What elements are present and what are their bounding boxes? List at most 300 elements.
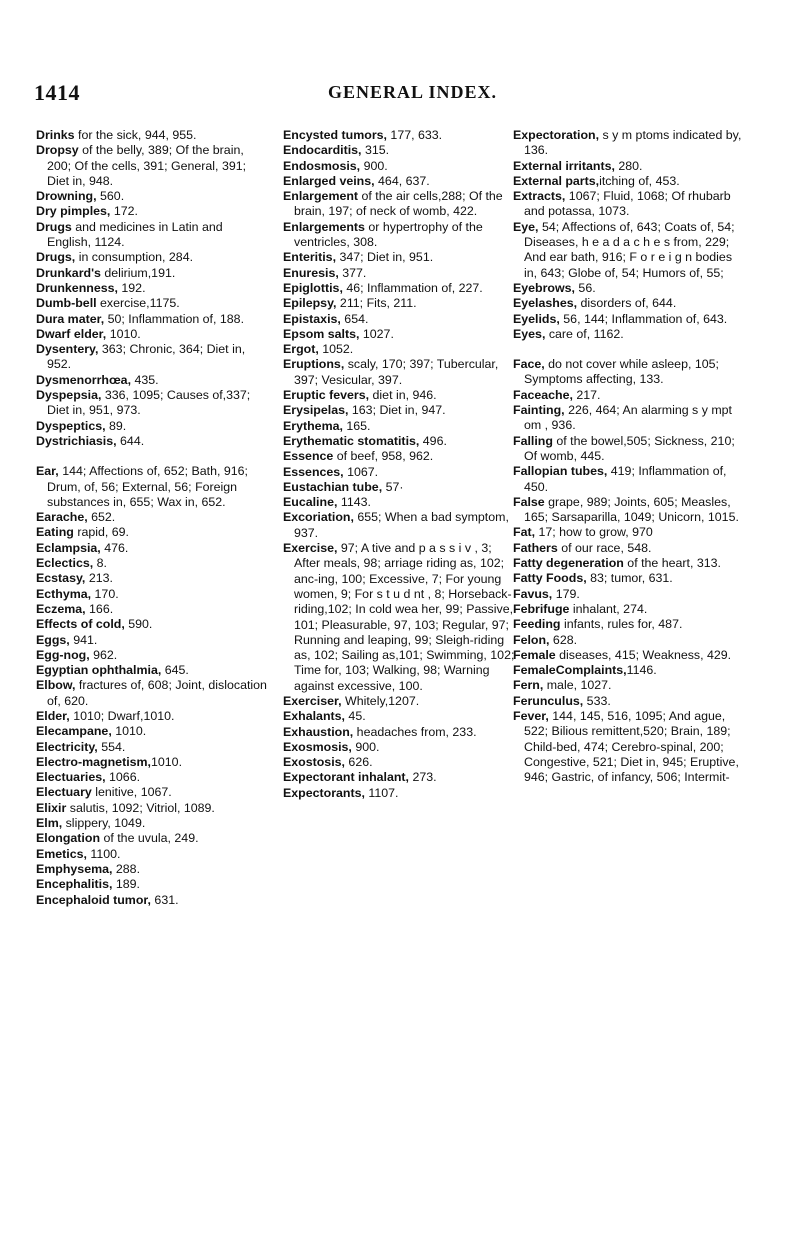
entry-references: diet in, 946. xyxy=(369,388,437,403)
index-entry xyxy=(36,342,268,373)
entry-references: of the bowel,505; Sickness, 210; Of womb, 445. xyxy=(524,433,735,463)
entry-heading: Dropsy xyxy=(36,143,79,158)
entry-references: of the uvula, 249. xyxy=(100,831,199,846)
index-entry xyxy=(36,755,268,770)
entry-references: 144; Affections of, 652; Bath, 916; Drum, of, 56; External, 56; Foreign substances in, 655; Wax in, 652. xyxy=(47,464,248,509)
index-entry xyxy=(36,419,268,434)
index-entry xyxy=(513,663,745,678)
index-entry xyxy=(513,464,745,495)
entry-references: 217. xyxy=(572,387,601,402)
entry-heading: Drugs, xyxy=(36,250,76,265)
entry-references: 590. xyxy=(124,617,153,632)
index-entry xyxy=(513,220,745,281)
index-entry xyxy=(513,556,745,571)
index-entry xyxy=(283,541,515,694)
entry-heading: Erythematic stomatitis, xyxy=(283,433,420,448)
entry-heading: Elixir xyxy=(36,800,67,815)
entry-heading: Enlargements xyxy=(283,219,365,234)
entry-references: or hypertrophy of the ventricles, 308. xyxy=(294,219,483,250)
entry-heading: Face, xyxy=(513,357,545,372)
entry-references: 1052. xyxy=(318,342,354,357)
entry-heading: Dwarf elder, xyxy=(36,326,107,341)
entry-heading: Excoriation, xyxy=(283,510,354,525)
entry-heading: Dyspeptics, xyxy=(36,418,106,433)
entry-references: 631. xyxy=(150,892,179,907)
entry-references: headaches from, 233. xyxy=(353,724,477,739)
entry-heading: External irritants, xyxy=(513,158,615,173)
entry-heading: Erysipelas, xyxy=(283,403,349,418)
entry-heading: Exercise, xyxy=(283,541,338,556)
entry-heading: Elongation xyxy=(36,831,101,846)
index-entry xyxy=(36,434,268,449)
entry-references: 163; Diet in, 947. xyxy=(348,403,446,418)
index-entry xyxy=(36,831,268,846)
entry-references: 280. xyxy=(614,158,643,173)
entry-references: in consumption, 284. xyxy=(75,250,194,265)
index-entry xyxy=(36,877,268,892)
entry-references: 172. xyxy=(110,204,138,219)
entry-heading: Ecstasy, xyxy=(36,571,86,586)
entry-heading: Extracts, xyxy=(513,189,566,204)
entry-references: 8. xyxy=(93,556,107,571)
entry-heading: Eyelashes, xyxy=(513,296,578,311)
entry-heading: Electuaries, xyxy=(36,770,106,785)
index-entry xyxy=(513,128,745,159)
index-entry xyxy=(36,220,268,251)
index-entry xyxy=(283,342,515,357)
entry-heading: Fatty degeneration xyxy=(513,556,624,571)
entry-references: 464, 637. xyxy=(374,173,430,188)
index-entry xyxy=(283,312,515,327)
index-entry xyxy=(513,495,745,526)
entry-references: 179. xyxy=(552,586,580,601)
entry-references: 941. xyxy=(69,632,98,647)
entry-heading: Drinks xyxy=(36,128,75,142)
entry-heading: Elm, xyxy=(36,816,63,831)
entry-references: 165. xyxy=(342,418,371,433)
index-entry xyxy=(513,189,745,220)
entry-references: 1010. xyxy=(111,724,147,739)
entry-references: 1067. xyxy=(343,464,379,479)
entry-references: of the heart, 313. xyxy=(623,556,721,571)
index-entry xyxy=(513,617,745,632)
entry-heading: Epiglottis, xyxy=(283,280,343,295)
entry-references: 560. xyxy=(96,189,125,204)
entry-heading: Fat, xyxy=(513,525,536,540)
entry-heading: Elbow, xyxy=(36,678,76,693)
index-entry xyxy=(36,571,268,586)
index-entry xyxy=(36,464,268,510)
entry-heading: Emetics, xyxy=(36,846,87,861)
index-entry xyxy=(36,678,268,709)
entry-references: 1067; Fluid, 1068; Of rhubarb and potassa, 1073. xyxy=(524,189,731,219)
entry-heading: Enuresis, xyxy=(283,265,339,280)
entry-heading: Fainting, xyxy=(513,403,565,418)
entry-heading: Dystrichiasis, xyxy=(36,433,117,448)
entry-heading: Falling xyxy=(513,433,553,448)
index-column-2 xyxy=(283,128,515,801)
index-entry xyxy=(36,388,268,419)
entry-heading: Essences, xyxy=(283,464,344,479)
entry-heading: Dysentery, xyxy=(36,342,99,357)
entry-references: 273. xyxy=(409,770,437,785)
entry-heading: Eating xyxy=(36,525,74,540)
entry-references: do not cover while asleep, 105; Symptoms affecting, 133. xyxy=(524,357,719,387)
index-entry xyxy=(36,327,268,342)
entry-references: s y m ptoms indicated by, 136. xyxy=(524,128,742,158)
index-entry xyxy=(283,403,515,418)
entry-references: 46; Inflammation of, 227. xyxy=(342,280,483,295)
entry-references: 83; tumor, 631. xyxy=(586,571,673,586)
entry-heading: Egyptian ophthalmia, xyxy=(36,663,162,678)
entry-heading: False xyxy=(513,494,545,509)
entry-heading: Exostosis, xyxy=(283,755,345,770)
entry-heading: Eczema, xyxy=(36,601,86,616)
entry-references: 57· xyxy=(382,479,404,494)
index-entry xyxy=(36,770,268,785)
entry-heading: Exhalants, xyxy=(283,709,345,724)
entry-heading: Faceache, xyxy=(513,387,573,402)
entry-references: 56. xyxy=(574,280,596,295)
entry-references: 1143. xyxy=(337,495,371,510)
index-entry xyxy=(36,633,268,648)
entry-heading: Eggs, xyxy=(36,632,70,647)
entry-references: 56, 144; Inflammation of, 643. xyxy=(559,311,728,326)
index-entry xyxy=(283,174,515,189)
entry-heading: Effects of cold, xyxy=(36,617,125,632)
entry-references: itching of, 453. xyxy=(599,173,680,188)
index-entry xyxy=(36,296,268,311)
entry-heading: Encysted tumors, xyxy=(283,128,387,142)
entry-heading: Eruptions, xyxy=(283,357,345,372)
index-entry xyxy=(283,434,515,449)
index-entry xyxy=(513,357,745,388)
index-entry xyxy=(513,541,745,556)
entry-references: lenitive, 1067. xyxy=(91,785,172,800)
entry-heading: Dura mater, xyxy=(36,311,105,326)
page-number: 1414 xyxy=(34,80,80,105)
entry-references: 213. xyxy=(85,571,113,586)
entry-references: 655; When a bad symptom, 937. xyxy=(294,510,509,540)
entry-heading: Elecampane, xyxy=(36,724,112,739)
entry-heading: Febrifuge xyxy=(513,601,570,616)
entry-heading: Earache, xyxy=(36,510,88,525)
index-entry xyxy=(36,312,268,327)
entry-heading: Felon, xyxy=(513,632,550,647)
index-entry xyxy=(36,617,268,632)
index-entry xyxy=(283,250,515,265)
entry-references: male, 1027. xyxy=(543,678,612,693)
index-entry xyxy=(283,281,515,296)
entry-references: 645. xyxy=(161,663,189,678)
index-entry xyxy=(36,204,268,219)
index-entry xyxy=(283,709,515,724)
entry-references: 1066. xyxy=(105,770,141,785)
entry-references: 377. xyxy=(338,265,367,280)
entry-references: 1010. xyxy=(151,754,183,769)
entry-heading: Electro-magnetism, xyxy=(36,754,151,769)
entry-references: of the belly, 389; Of the brain, 200; Of the cells, 391; General, 391; Diet in, 948. xyxy=(47,143,247,188)
index-entry xyxy=(283,480,515,495)
entry-heading: FemaleComplaints, xyxy=(513,663,627,678)
index-entry xyxy=(513,571,745,586)
entry-heading: Drugs xyxy=(36,219,72,234)
entry-heading: Ear, xyxy=(36,464,59,479)
entry-heading: Eyelids, xyxy=(513,311,560,326)
index-entry xyxy=(36,281,268,296)
index-entry xyxy=(283,143,515,158)
index-entry xyxy=(283,220,515,251)
index-entry xyxy=(513,327,745,342)
index-entry xyxy=(36,740,268,755)
entry-references: scaly, 170; 397; Tubercular, 397; Vesicular, 397. xyxy=(294,357,499,387)
entry-heading: Fern, xyxy=(513,678,544,693)
entry-references: 50; Inflammation of, 188. xyxy=(104,311,245,326)
entry-references: 192. xyxy=(117,280,146,295)
index-entry xyxy=(513,648,745,663)
index-entry xyxy=(36,801,268,816)
entry-references: 336, 1095; Causes of,337; Diet in, 951, 973. xyxy=(47,388,251,418)
entry-references: 962. xyxy=(89,647,118,662)
entry-heading: Eyes, xyxy=(513,326,546,341)
entry-heading: Expectoration, xyxy=(513,128,600,142)
entry-references: 900. xyxy=(360,158,388,173)
index-entry xyxy=(513,296,745,311)
entry-references: 211; Fits, 211. xyxy=(336,296,417,311)
entry-heading: Drowning, xyxy=(36,189,97,204)
entry-references: inhalant, 274. xyxy=(569,601,648,616)
entry-heading: External parts, xyxy=(513,173,600,188)
entry-heading: Erythema, xyxy=(283,418,343,433)
entry-references: care of, 1162. xyxy=(545,326,624,341)
entry-heading: Essence xyxy=(283,449,334,464)
index-entry xyxy=(283,128,515,143)
entry-references: 900. xyxy=(351,739,380,754)
entry-references: 496. xyxy=(419,433,447,448)
entry-heading: Enteritis, xyxy=(283,250,337,265)
index-entry xyxy=(36,525,268,540)
entry-heading: Fathers xyxy=(513,540,558,555)
entry-heading: Female xyxy=(513,647,556,662)
entry-references: disorders of, 644. xyxy=(577,296,677,311)
index-entry xyxy=(283,419,515,434)
entry-references: Whitely,1207. xyxy=(341,693,420,708)
index-entry xyxy=(36,602,268,617)
entry-heading: Expectorants, xyxy=(283,785,365,800)
entry-references: 1027. xyxy=(359,326,394,341)
entry-heading: Endosmosis, xyxy=(283,158,361,173)
entry-references: 1100. xyxy=(86,846,121,861)
index-entry xyxy=(513,525,745,540)
index-entry xyxy=(513,633,745,648)
entry-heading: Dumb-bell xyxy=(36,296,97,311)
entry-heading: Egg-nog, xyxy=(36,647,90,662)
entry-heading: Electuary xyxy=(36,785,92,800)
index-entry xyxy=(36,541,268,556)
entry-gap xyxy=(513,342,745,357)
entry-references: of our race, 548. xyxy=(557,540,652,555)
entry-heading: Fever, xyxy=(513,708,549,723)
entry-references: delirium,191. xyxy=(100,265,176,280)
index-entry xyxy=(283,357,515,388)
entry-references: 89. xyxy=(105,418,127,433)
index-entry xyxy=(283,495,515,510)
index-entry xyxy=(283,159,515,174)
entry-references: 170. xyxy=(91,586,119,601)
index-entry xyxy=(513,678,745,693)
entry-heading: Dysmenorrhœa, xyxy=(36,372,132,387)
entry-heading: Feeding xyxy=(513,617,561,632)
entry-references: 1107. xyxy=(364,785,399,800)
entry-heading: Eye, xyxy=(513,219,539,234)
entry-references: of beef, 958, 962. xyxy=(333,449,434,464)
entry-heading: Exhaustion, xyxy=(283,724,354,739)
entry-heading: Exosmosis, xyxy=(283,739,352,754)
entry-heading: Enlargement xyxy=(283,189,359,204)
index-entry xyxy=(36,862,268,877)
index-entry xyxy=(36,724,268,739)
entry-references: grape, 989; Joints, 605; Measles, 165; Sarsaparilla, 1049; Unicorn, 1015. xyxy=(524,494,739,525)
index-entry xyxy=(36,510,268,525)
index-entry xyxy=(36,893,268,908)
entry-heading: Eruptic fevers, xyxy=(283,388,370,403)
entry-heading: Emphysema, xyxy=(36,861,113,876)
entry-heading: Ferunculus, xyxy=(513,693,584,708)
entry-heading: Eclectics, xyxy=(36,556,94,571)
index-entry xyxy=(283,465,515,480)
entry-references: 144, 145, 516, 1095; And ague, 522; Bilious remittent,520; Brain, 189; Child-bed, 474; Cerebro-spinal, 200; Congestive, 521; Diet in, 945; Eruptive, 946; Gastric, of infancy, 506; Intermit- xyxy=(524,708,739,785)
entry-heading: Epsom salts, xyxy=(283,326,360,341)
entry-heading: Expectorant inhalant, xyxy=(283,770,409,785)
entry-heading: Dry pimples, xyxy=(36,204,111,219)
index-entry xyxy=(283,770,515,785)
index-entry xyxy=(513,159,745,174)
index-column-1 xyxy=(36,128,268,908)
entry-references: 45. xyxy=(344,709,366,724)
entry-references: 652. xyxy=(87,510,116,525)
entry-references: 1146. xyxy=(626,663,657,678)
index-entry xyxy=(36,250,268,265)
entry-heading: Eustachian tube, xyxy=(283,479,383,494)
index-entry xyxy=(283,266,515,281)
entry-references: 628. xyxy=(549,632,578,647)
entry-references: infants, rules for, 487. xyxy=(560,617,683,632)
entry-heading: Encephaloid tumor, xyxy=(36,892,151,907)
entry-references: for the sick, 944, 955. xyxy=(74,128,197,142)
index-entry xyxy=(36,785,268,800)
index-entry xyxy=(36,556,268,571)
entry-heading: Enlarged veins, xyxy=(283,173,375,188)
index-entry xyxy=(513,709,745,785)
entry-heading: Eclampsia, xyxy=(36,540,101,555)
entry-references: 1010; Dwarf,1010. xyxy=(69,708,175,723)
entry-gap xyxy=(36,449,268,464)
entry-heading: Eucaline, xyxy=(283,495,338,510)
entry-references: 554. xyxy=(97,739,126,754)
entry-references: 166. xyxy=(85,601,114,616)
index-entry xyxy=(283,449,515,464)
entry-heading: Fatty Foods, xyxy=(513,571,587,586)
entry-heading: Drunkard's xyxy=(36,265,101,280)
entry-references: 435. xyxy=(131,372,159,387)
index-entry xyxy=(513,312,745,327)
index-entry xyxy=(513,587,745,602)
index-entry xyxy=(36,189,268,204)
index-entry xyxy=(513,434,745,465)
index-entry xyxy=(513,694,745,709)
entry-references: and medicines in Latin and English, 1124. xyxy=(47,219,223,250)
entry-heading: Eyebrows, xyxy=(513,280,575,295)
entry-heading: Elder, xyxy=(36,708,70,723)
index-entry xyxy=(36,847,268,862)
entry-references: 189. xyxy=(112,877,140,892)
index-entry xyxy=(283,694,515,709)
entry-references: 315. xyxy=(361,143,390,158)
entry-heading: Ergot, xyxy=(283,342,319,357)
entry-references: 626. xyxy=(344,755,373,770)
entry-references: exercise,1175. xyxy=(96,296,180,311)
entry-heading: Favus, xyxy=(513,586,553,601)
index-entry xyxy=(513,174,745,189)
entry-heading: Epistaxis, xyxy=(283,311,341,326)
entry-references: salutis, 1092; Vitriol, 1089. xyxy=(66,800,215,815)
index-entry xyxy=(36,648,268,663)
index-entry xyxy=(283,388,515,403)
index-entry xyxy=(513,388,745,403)
entry-references: 363; Chronic, 364; Diet in, 952. xyxy=(47,342,246,372)
entry-references: 533. xyxy=(583,693,611,708)
entry-references: 226, 464; An alarming s y mpt om , 936. xyxy=(524,403,732,433)
index-entry xyxy=(283,296,515,311)
index-entry xyxy=(513,602,745,617)
entry-references: 654. xyxy=(340,311,369,326)
index-entry xyxy=(283,510,515,541)
entry-heading: Encephalitis, xyxy=(36,877,113,892)
entry-references: 476. xyxy=(100,540,129,555)
entry-heading: Dyspepsia, xyxy=(36,388,102,403)
index-entry xyxy=(36,143,268,189)
index-entry xyxy=(283,189,515,220)
entry-references: 97; A tive and p a s s i v , 3; After meals, 98; arriage riding as, 102; anc-ing, 100; Excessive, 7; For young women, 9; For s t u d nt , 8; Horseback-riding,102; In cold wea her, 99; Passive, 101; Pleasurable, 97, 103; Regular, 97; Running and leaping, 99; Sleigh-riding as, 102; Sailing as,101; Swimming, 102; Time for, 103; Walking, 98; Warning against excessive, 100. xyxy=(294,541,515,693)
entry-references: 177, 633. xyxy=(386,128,443,142)
index-entry xyxy=(36,587,268,602)
entry-heading: Fallopian tubes, xyxy=(513,464,608,479)
index-entry xyxy=(36,128,268,143)
index-entry xyxy=(283,755,515,770)
index-column-3 xyxy=(513,128,745,785)
entry-references: 288. xyxy=(112,861,141,876)
index-entry xyxy=(283,740,515,755)
entry-references: 419; Inflammation of, 450. xyxy=(524,464,727,494)
entry-heading: Epilepsy, xyxy=(283,296,337,311)
index-entry xyxy=(283,327,515,342)
entry-references: 644. xyxy=(116,433,145,448)
entry-references: 54; Affections of, 643; Coats of, 54; Diseases, h e a d a c h e s from, 229; And ear bath, 916; F o r e i g n bodies in, 643; Globe of, 54; Humors of, 55; xyxy=(524,219,735,280)
page-header xyxy=(34,80,734,108)
index-entry xyxy=(36,266,268,281)
entry-references: diseases, 415; Weakness, 429. xyxy=(555,647,732,662)
entry-references: slippery, 1049. xyxy=(62,816,146,831)
entry-references: fractures of, 608; Joint, dislocation of, 620. xyxy=(47,678,267,708)
entry-references: 1010. xyxy=(106,326,141,341)
entry-references: 17; how to grow, 970 xyxy=(535,525,653,540)
index-entry xyxy=(36,663,268,678)
entry-heading: Endocarditis, xyxy=(283,143,362,158)
index-entry xyxy=(283,786,515,801)
entry-references: 347; Diet in, 951. xyxy=(336,250,434,265)
entry-references: rapid, 69. xyxy=(73,525,129,540)
index-entry xyxy=(283,725,515,740)
